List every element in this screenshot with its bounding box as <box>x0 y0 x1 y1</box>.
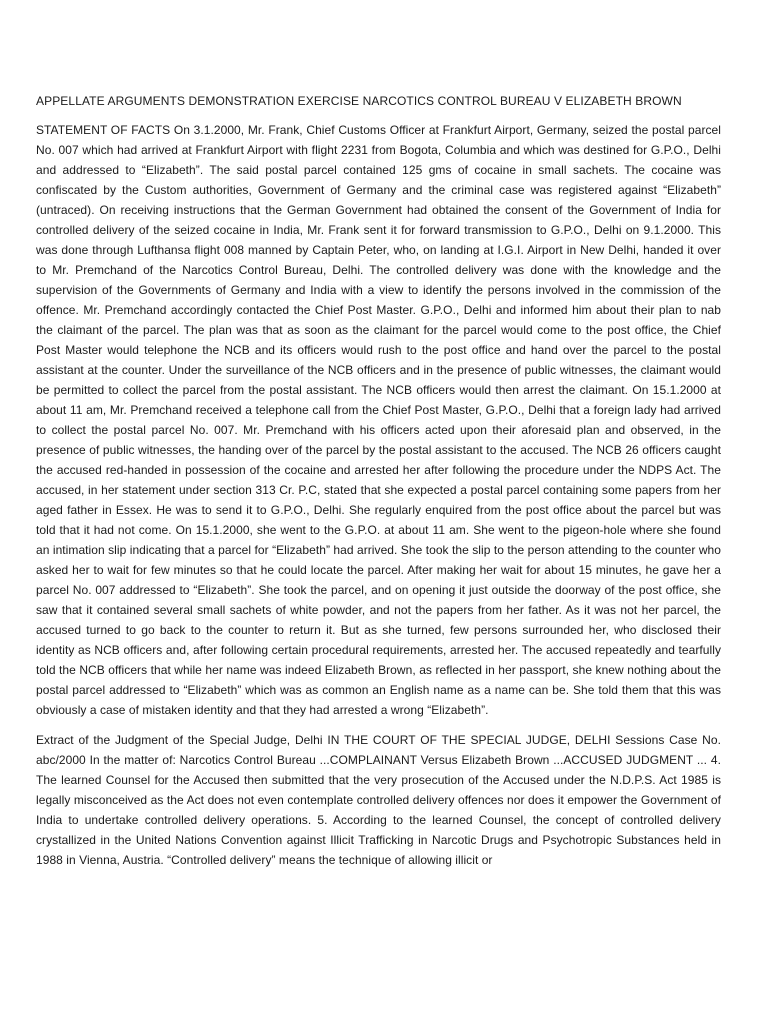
judgment-extract-paragraph: Extract of the Judgment of the Special Judge, Delhi IN THE COURT OF THE SPECIAL JUDGE, DELHI Sessions Case No. abc/2000 In the matter of: Narcotics Control Bureau ...COMPLAINANT Versus Elizabeth Brown ...ACCUSED JUDGMENT ... 4. The learned Counsel for the Accused then submitted that the very prosecution of the Accused under the N.D.P.S. Act 1985 is legally misconceived as the Act does not even contemplate controlled delivery offences nor does it empower the Government of India to undertake controlled delivery operations. 5. According to the learned Counsel, the concept of controlled delivery crystallized in the United Nations Convention against Illicit Trafficking in Narcotic Drugs and Psychotropic Substances held in 1988 in Vienna, Austria. “Controlled delivery” means the technique of allowing illicit or <box>36 733 721 867</box>
statement-of-facts-paragraph: STATEMENT OF FACTS On 3.1.2000, Mr. Frank, Chief Customs Officer at Frankfurt Airport, Germany, seized the postal parcel No. 007 which had arrived at Frankfurt Airport with flight 2231 from Bogota, Columbia and which was destined for G.P.O., Delhi and addressed to “Elizabeth”. The said postal parcel contained 125 gms of cocaine in small sachets. The cocaine was confiscated by the Custom authorities, Government of Germany and the criminal case was registered against “Elizabeth” (untraced). On receiving instructions that the German Government had obtained the consent of the Government of India for controlled delivery of the seized cocaine in India, Mr. Frank sent it for forward transmission to G.P.O., Delhi on 9.1.2000. This was done through Lufthansa flight 008 manned by Captain Peter, who, on landing at I.G.I. Airport in New Delhi, handed it over to Mr. Premchand of the Narcotics Control Bureau, Delhi. The controlled delivery was done with the knowledge and the supervision of the Governments of Germany and India with a view to identify the persons involved in the commission of the offence. Mr. Premchand accordingly contacted the Chief Post Master. G.P.O., Delhi and informed him about their plan to nab the claimant of the parcel. The plan was that as soon as the claimant for the parcel would come to the post office, the Chief Post Master would telephone the NCB and its officers would rush to the post office and hand over the parcel to the postal assistant at the counter. Under the surveillance of the NCB officers and in the presence of public witnesses, the claimant would be permitted to collect the parcel from the postal assistant. The NCB officers would then arrest the claimant. On 15.1.2000 at about 11 am, Mr. Premchand received a telephone call from the Chief Post Master, G.P.O., Delhi that a foreign lady had arrived to collect the postal parcel No. 007. Mr. Premchand with his officers acted upon their aforesaid plan and observed, in the presence of public witnesses, the handing over of the parcel by the postal assistant to the accused. The NCB 26 officers caught the accused red-handed in possession of the cocaine and arrested her after following the procedure under the NDPS Act. The accused, in her statement under section 313 Cr. P.C, stated that she expected a postal parcel containing some papers from her aged father in Essex. He was to send it to G.P.O., Delhi. She regularly enquired from the post office about the parcel but was told that it had not come. On 15.1.2000, she went to the G.P.O. at about 11 am. She went to the pigeon-hole where she found an intimation slip indicating that a parcel for “Elizabeth” had arrived. She took the slip to the person attending to the counter who asked her to wait for few minutes so that he could locate the parcel. After making her wait for about 15 minutes, he gave her a parcel No. 007 addressed to “Elizabeth”. She took the parcel, and on opening it just outside the doorway of the post office, she saw that it contained several small sachets of white powder, and not the papers from her father. As it was not her parcel, the accused turned to go back to the counter to return it. But as she turned, few persons surrounded her, who disclosed their identity as NCB officers and, after following certain procedural requirements, arrested her. The accused repeatedly and tearfully told the NCB officers that while her name was indeed Elizabeth Brown, as reflected in her passport, she knew nothing about the postal parcel addressed to “Elizabeth” which was as common an English name as a name can be. She told them that this was obviously a case of mistaken identity and that they had arrested a wrong “Elizabeth”. <box>36 123 721 717</box>
document-title: APPELLATE ARGUMENTS DEMONSTRATION EXERCISE NARCOTICS CONTROL BUREAU V ELIZABETH BROWN <box>36 94 682 108</box>
document-page <box>36 92 721 880</box>
